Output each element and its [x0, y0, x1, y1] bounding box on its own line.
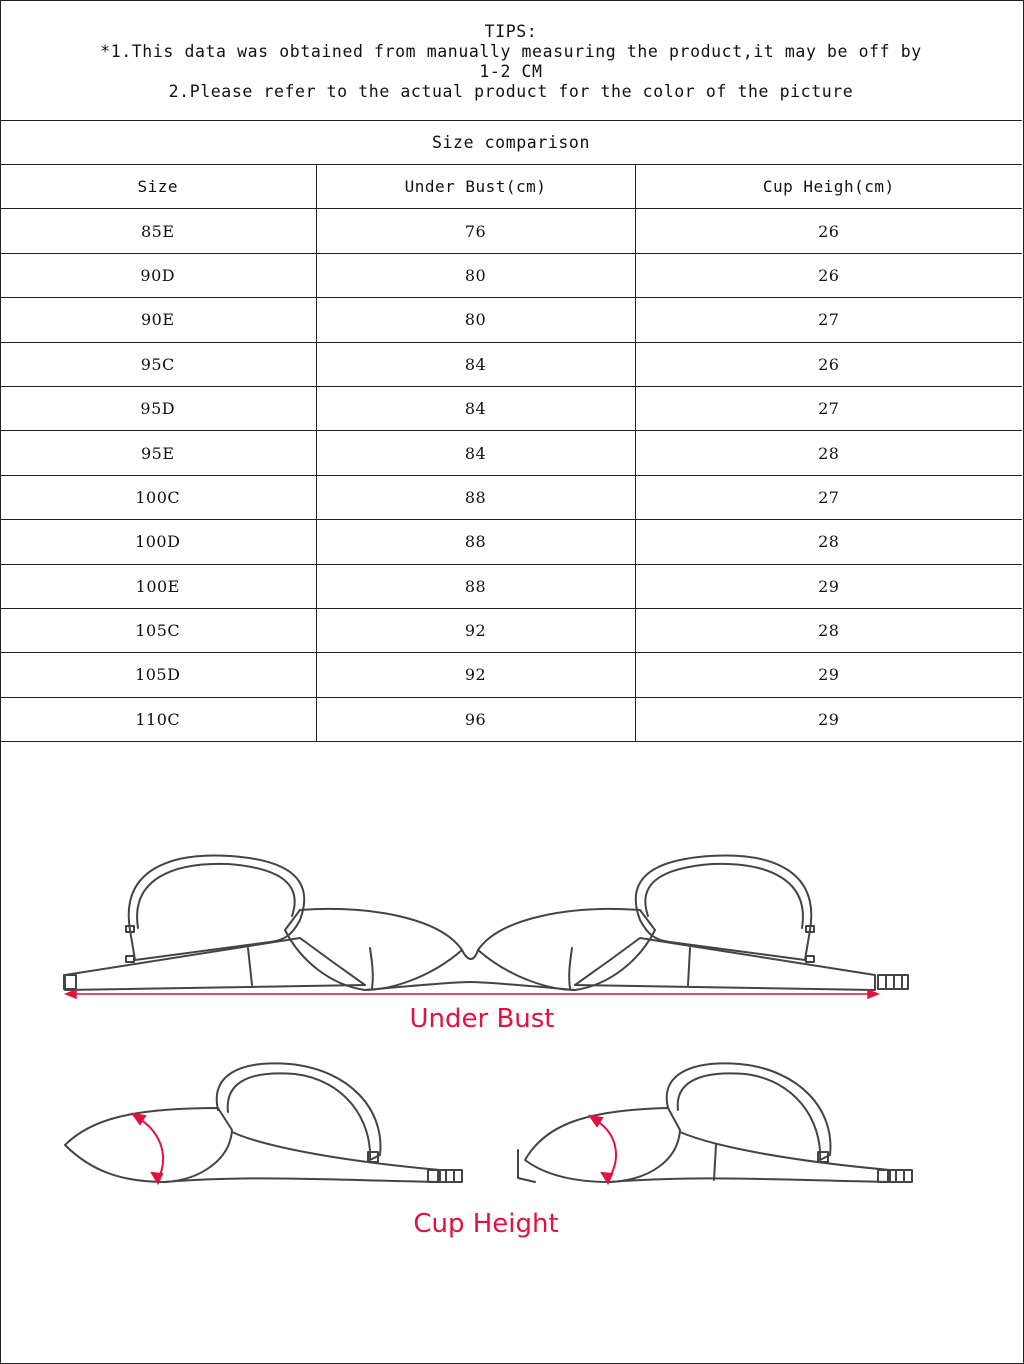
- cell-cup-height: 26: [635, 209, 1022, 253]
- tips-line-1: *1.This data was obtained from manually measuring the product,it may be off by: [100, 42, 922, 61]
- bra-side-right-icon: [518, 1063, 912, 1182]
- table-row: [0, 431, 1022, 475]
- tips-block: [0, 0, 1022, 121]
- cell-cup-height: 29: [635, 697, 1022, 741]
- cell-under-bust: 76: [316, 209, 635, 253]
- cell-cup-height: 28: [635, 431, 1022, 475]
- header-size: Size: [0, 165, 316, 209]
- header-cup-height: Cup Heigh(cm): [635, 165, 1022, 209]
- cell-size: 90E: [0, 298, 316, 342]
- table-row: [0, 298, 1022, 342]
- table-row: [0, 564, 1022, 608]
- table-row: [0, 253, 1022, 297]
- header-under-bust: Under Bust(cm): [316, 165, 635, 209]
- cell-under-bust: 96: [316, 697, 635, 741]
- cell-cup-height: 28: [635, 520, 1022, 564]
- cell-under-bust: 80: [316, 298, 635, 342]
- cup-height-arrow-left: [133, 1114, 163, 1183]
- table-row: [0, 475, 1022, 519]
- cup-height-label: Cup Height: [413, 1209, 559, 1239]
- cell-size: 95E: [0, 431, 316, 475]
- table-row: [0, 520, 1022, 564]
- cell-cup-height: 29: [635, 653, 1022, 697]
- cell-cup-height: 29: [635, 564, 1022, 608]
- table-header-row: [0, 165, 1022, 209]
- cell-under-bust: 92: [316, 608, 635, 652]
- cell-cup-height: 28: [635, 608, 1022, 652]
- cell-under-bust: 80: [316, 253, 635, 297]
- table-row: [0, 386, 1022, 430]
- tips-heading: TIPS:: [484, 22, 538, 41]
- size-table: [0, 165, 1022, 742]
- cell-size: 90D: [0, 253, 316, 297]
- cell-cup-height: 26: [635, 253, 1022, 297]
- cell-size: 110C: [0, 697, 316, 741]
- cell-size: 95C: [0, 342, 316, 386]
- table-row: [0, 608, 1022, 652]
- cell-under-bust: 88: [316, 564, 635, 608]
- tips-line-3: 2.Please refer to the actual product for the color of the picture: [168, 82, 854, 101]
- tips-line-2: 1-2 CM: [479, 62, 543, 81]
- cell-cup-height: 27: [635, 386, 1022, 430]
- table-row: [0, 697, 1022, 741]
- cell-cup-height: 27: [635, 475, 1022, 519]
- under-bust-arrow: [66, 990, 878, 998]
- cell-under-bust: 84: [316, 431, 635, 475]
- cell-size: 85E: [0, 209, 316, 253]
- cell-cup-height: 26: [635, 342, 1022, 386]
- cell-size: 100D: [0, 520, 316, 564]
- cell-under-bust: 84: [316, 386, 635, 430]
- table-row: [0, 653, 1022, 697]
- under-bust-label: Under Bust: [409, 1004, 555, 1034]
- cell-under-bust: 84: [316, 342, 635, 386]
- cup-height-arrow-right: [590, 1116, 616, 1183]
- cell-under-bust: 88: [316, 475, 635, 519]
- table-caption: Size comparison: [0, 121, 1022, 165]
- cell-size: 105D: [0, 653, 316, 697]
- cell-size: 105C: [0, 608, 316, 652]
- cell-under-bust: 92: [316, 653, 635, 697]
- cell-size: 100C: [0, 475, 316, 519]
- table-row: [0, 342, 1022, 386]
- cell-size: 95D: [0, 386, 316, 430]
- bra-front-icon: [64, 855, 908, 990]
- bra-side-left-icon: [65, 1063, 462, 1182]
- table-row: [0, 209, 1022, 253]
- measurement-diagram: [0, 742, 1022, 1362]
- cell-size: 100E: [0, 564, 316, 608]
- cell-under-bust: 88: [316, 520, 635, 564]
- cell-cup-height: 27: [635, 298, 1022, 342]
